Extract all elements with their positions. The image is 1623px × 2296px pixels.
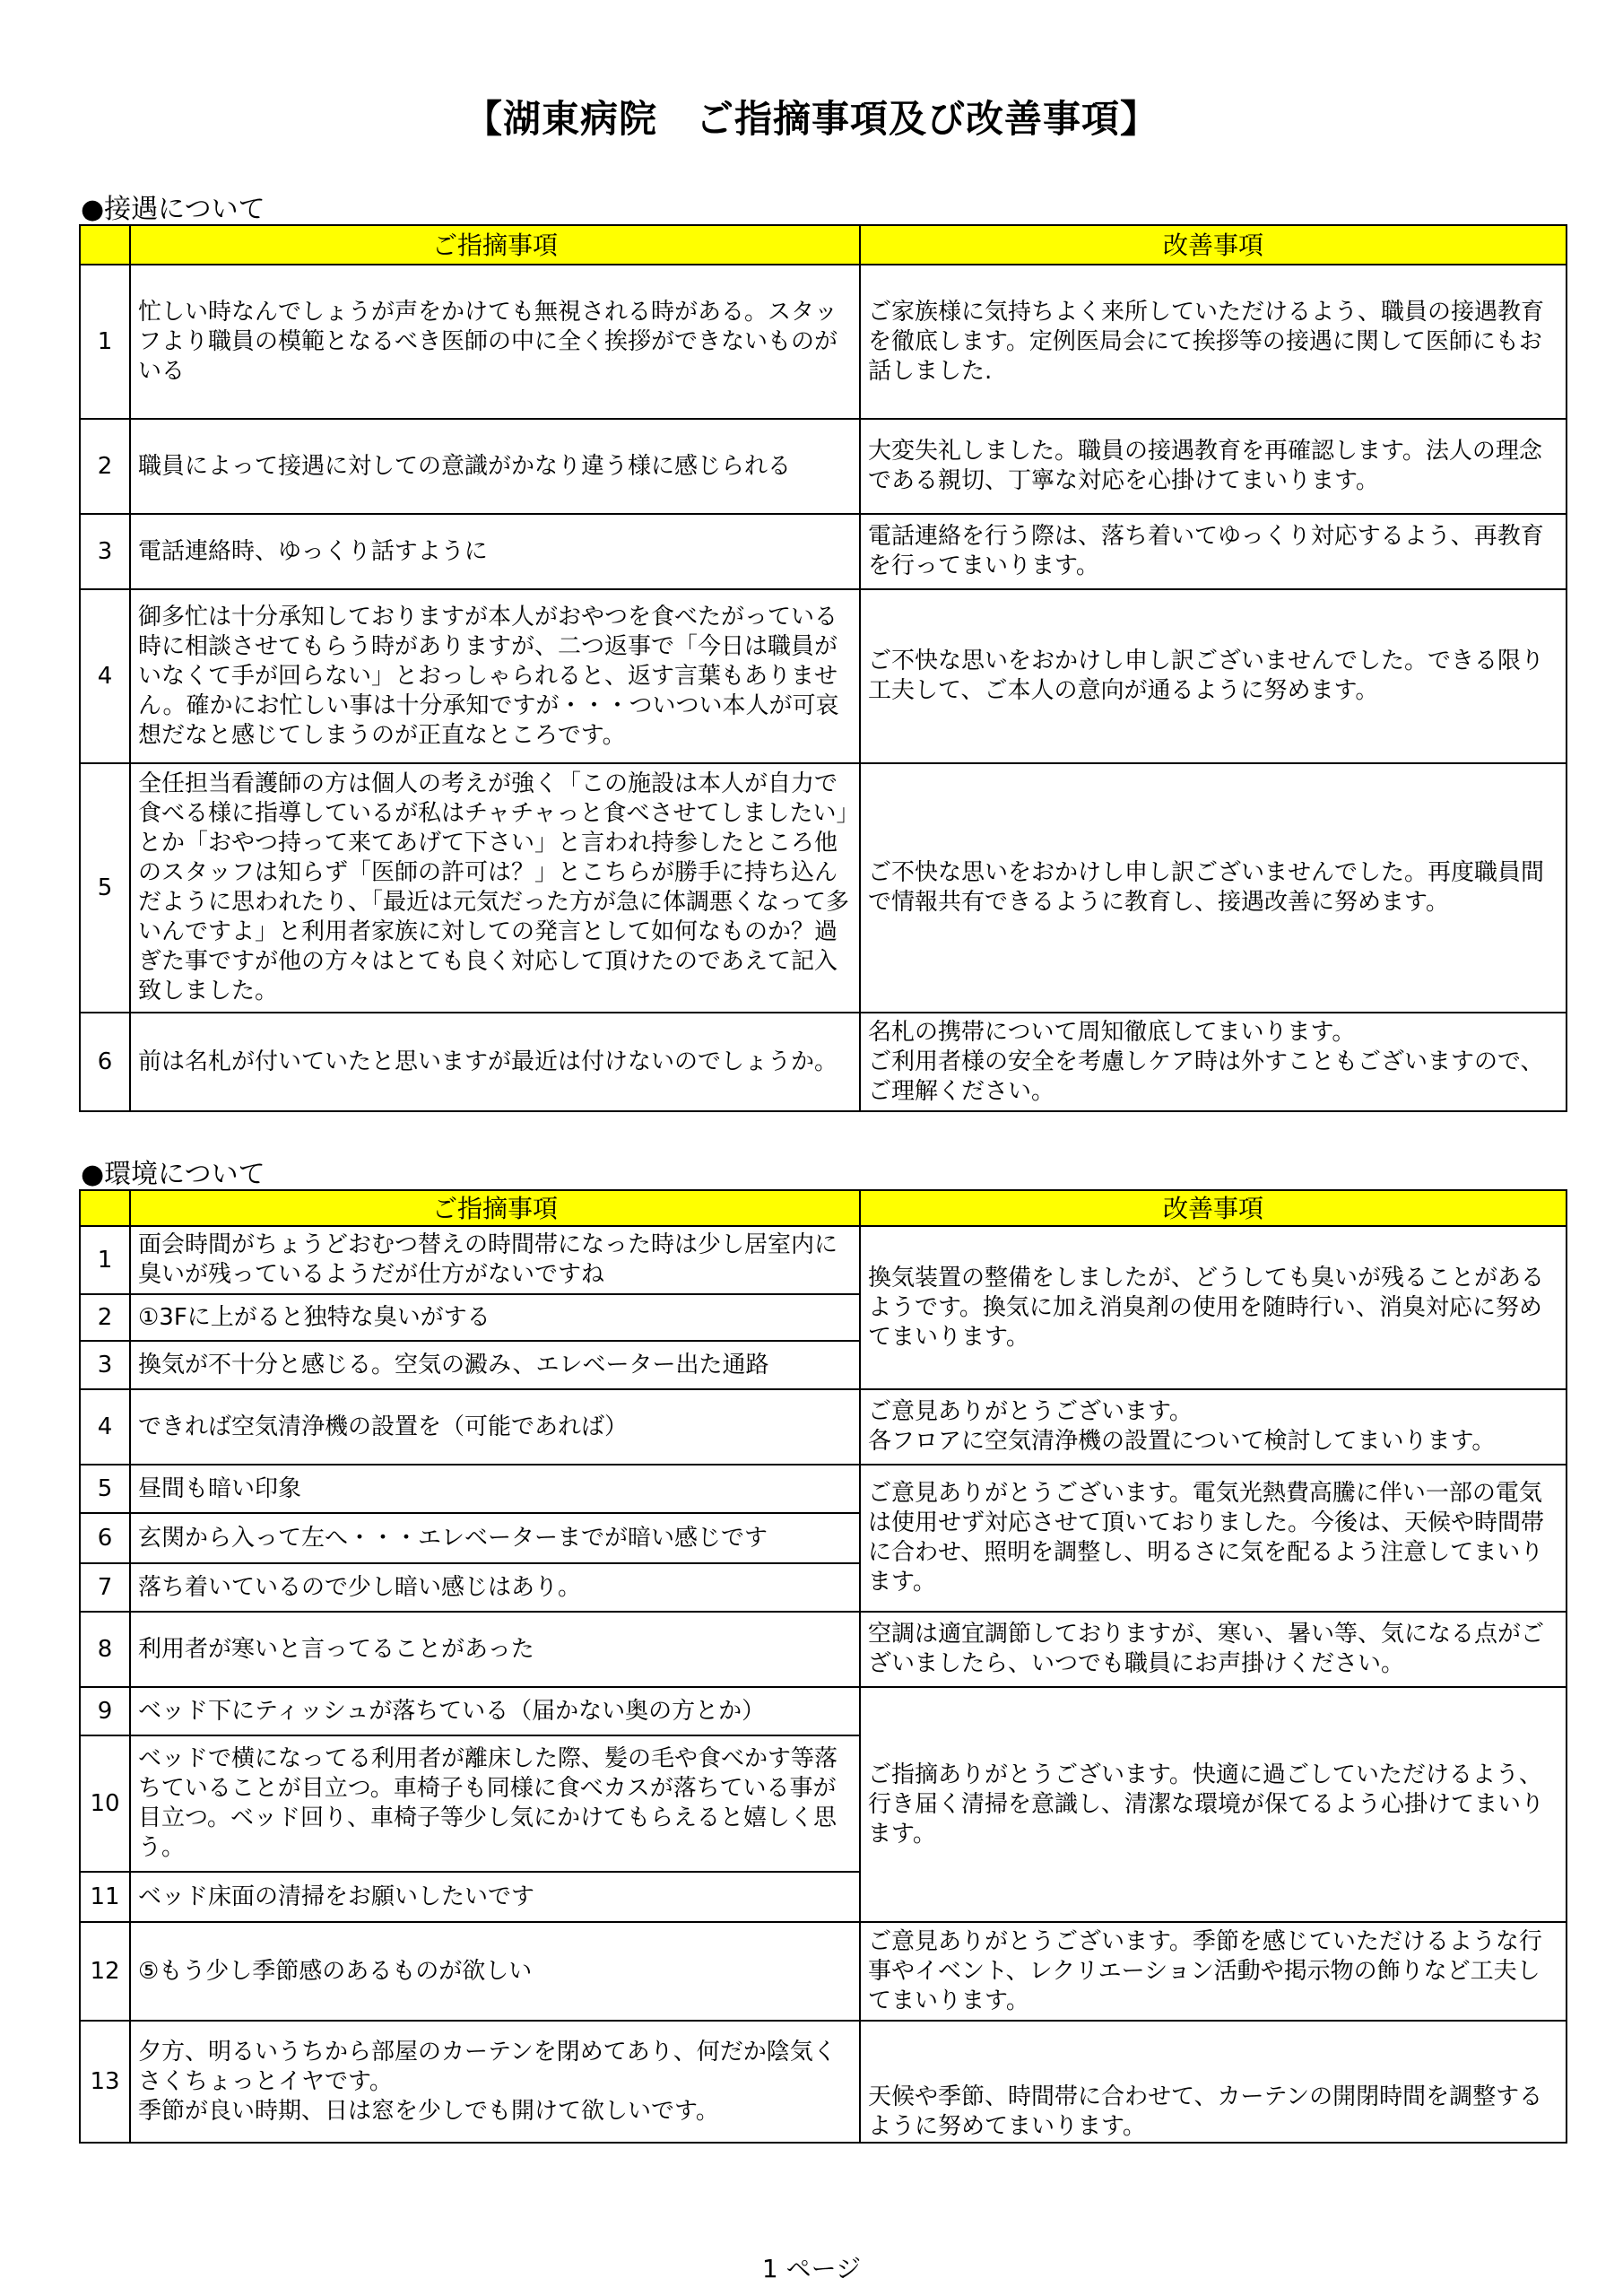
point-cell: 換気が不十分と感じる。空気の澱み、エレベーター出た通路 [130,1341,860,1389]
table-row [80,1226,1567,1294]
table-row [80,1013,1567,1111]
point-cell: 御多忙は十分承知しておりますが本人がおやつを食べたがっている時に相談させてもらう時がありますが、二つ返事で「今日は職員がいなくて手が回らない」とおっしゃられると、返す言葉もありません。確かにお忙しい事は十分承知ですが・・・ついつい本人が可哀想だなと感じてしまうのが正直なところです。 [130,589,860,763]
improvement-cell: ご不快な思いをおかけし申し訳ございませんでした。できる限り工夫して、ご本人の意向が通るように努めます。 [860,589,1567,763]
point-cell: できれば空気清浄機の設置を（可能であれば） [130,1389,860,1465]
number-header [80,1190,130,1226]
point-cell: ①3Fに上がると独特な臭いがする [130,1294,860,1341]
point-cell: 昼間も暗い印象 [130,1465,860,1513]
number-header [80,225,130,265]
row-number: 5 [80,1465,130,1513]
point-cell: 落ち着いているので少し暗い感じはあり。 [130,1563,860,1612]
row-number: 5 [80,763,130,1013]
row-number: 6 [80,1013,130,1111]
environment-table [79,1189,1567,2144]
row-number: 1 [80,265,130,419]
row-number: 13 [80,2021,130,2143]
point-cell: 電話連絡時、ゆっくり話すように [130,514,860,589]
point-cell: ベッドで横になってる利用者が離床した際、髪の毛や食べかす等落ちていることが目立つ。車椅子も同様に食べカスが落ちている事が目立つ。ベッド回り、車椅子等少し気にかけてもらえると嬉しく思う。 [130,1735,860,1872]
row-number: 4 [80,1389,130,1465]
table-header-row [80,1190,1567,1226]
row-number: 7 [80,1563,130,1612]
row-number: 3 [80,1341,130,1389]
row-number: 4 [80,589,130,763]
point-cell: ⑤もう少し季節感のあるものが欲しい [130,1922,860,2021]
improvement-cell: 換気装置の整備をしましたが、どうしても臭いが残ることがあるようです。換気に加え消臭剤の使用を随時行い、消臭対応に努めてまいります。 [860,1226,1567,1389]
point-cell: 利用者が寒いと言ってることがあった [130,1612,860,1687]
section-heading-reception: ●接遇について [81,194,265,225]
point-cell: 前は名札が付いていたと思いますが最近は付けないのでしょうか。 [130,1013,860,1111]
improvement-header: 改善事項 [860,1190,1567,1226]
table-row [80,419,1567,514]
point-cell: ベッド床面の清掃をお願いしたいです [130,1872,860,1922]
point-cell: 面会時間がちょうどおむつ替えの時間帯になった時は少し居室内に臭いが残っているようだが仕方がないですね [130,1226,860,1294]
reception-table [79,224,1567,1112]
point-cell: 夕方、明るいうちから部屋のカーテンを閉めてあり、何だか陰気くさくちょっとイヤです。 季節が良い時期、日は窓を少しでも開けて欲しいです。 [130,2021,860,2143]
improvement-cell: 名札の携帯について周知徹底してまいります。 ご利用者様の安全を考慮しケア時は外すこともございますので、ご理解ください。 [860,1013,1567,1111]
point-cell: 全任担当看護師の方は個人の考えが強く「この施設は本人が自力で食べる様に指導しているが私はチャチャっと食べさせてしましたい」とか「おやつ持って来てあげて下さい」と言われ持参したところ他のスタッフは知らず「医師の許可は？」とこちらが勝手に持ち込んだように思われたり、「最近は元気だった方が急に体調悪くなって多いんですよ」と利用者家族に対しての発言として如何なものか？過ぎた事ですが他の方々はとても良く対応して頂けたのであえて記入致しました。 [130,763,860,1013]
row-number: 6 [80,1513,130,1563]
point-cell: 玄関から入って左へ・・・エレベーターまでが暗い感じです [130,1513,860,1563]
row-number: 2 [80,419,130,514]
table-header-row [80,225,1567,265]
improvement-cell: ご指摘ありがとうございます。快適に過ごしていただけるよう、行き届く清掃を意識し、清潔な環境が保てるよう心掛けてまいります。 [860,1687,1567,1922]
point-cell: ベッド下にティッシュが落ちている（届かない奥の方とか） [130,1687,860,1735]
point-header: ご指摘事項 [130,1190,860,1226]
table-row [80,1465,1567,1513]
table-row [80,2021,1567,2143]
improvement-header: 改善事項 [860,225,1567,265]
table-row [80,589,1567,763]
improvement-cell: ご不快な思いをおかけし申し訳ございませんでした。再度職員間で情報共有できるように教育し、接遇改善に努めます。 [860,763,1567,1013]
improvement-cell: 電話連絡を行う際は、落ち着いてゆっくり対応するよう、再教育を行ってまいります。 [860,514,1567,589]
improvement-cell: ご家族様に気持ちよく来所していただけるよう、職員の接遇教育を徹底します。定例医局会にて挨拶等の接遇に関して医師にもお話しました. [860,265,1567,419]
point-cell: 職員によって接遇に対しての意識がかなり違う様に感じられる [130,419,860,514]
table-row [80,265,1567,419]
table-row [80,1687,1567,1735]
row-number: 11 [80,1872,130,1922]
improvement-cell: ご意見ありがとうございます。 各フロアに空気清浄機の設置について検討してまいります。 [860,1389,1567,1465]
page-number: 1 ページ [761,2254,862,2283]
row-number: 12 [80,1922,130,2021]
table-row [80,1922,1567,2021]
row-number: 8 [80,1612,130,1687]
improvement-cell: 空調は適宜調節しておりますが、寒い、暑い等、気になる点がございましたら、いつでも職員にお声掛けください。 [860,1612,1567,1687]
table-row [80,1389,1567,1465]
point-header: ご指摘事項 [130,225,860,265]
row-number: 9 [80,1687,130,1735]
point-cell: 忙しい時なんでしょうが声をかけても無視される時がある。スタッフより職員の模範となるべき医師の中に全く挨拶ができないものがいる [130,265,860,419]
table-row [80,1612,1567,1687]
row-number: 2 [80,1294,130,1341]
table-row [80,763,1567,1013]
improvement-cell: ご意見ありがとうございます。季節を感じていただけるような行事やイベント、レクリエーション活動や掲示物の飾りなど工夫してまいります。 [860,1922,1567,2021]
section-heading-environment: ●環境について [81,1159,265,1190]
improvement-cell: 天候や季節、時間帯に合わせて、カーテンの開閉時間を調整するように努めてまいります。 [860,2021,1567,2143]
improvement-cell: 大変失礼しました。職員の接遇教育を再確認します。法人の理念である親切、丁寧な対応を心掛けてまいります。 [860,419,1567,514]
table-row [80,514,1567,589]
page-title: 【湖東病院 ご指摘事項及び改善事項】 [464,97,1159,141]
row-number: 1 [80,1226,130,1294]
row-number: 10 [80,1735,130,1872]
improvement-cell: ご意見ありがとうございます。電気光熱費高騰に伴い一部の電気は使用せず対応させて頂いておりました。今後は、天候や時間帯に合わせ、照明を調整し、明るさに気を配るよう注意してまいります。 [860,1465,1567,1612]
row-number: 3 [80,514,130,589]
